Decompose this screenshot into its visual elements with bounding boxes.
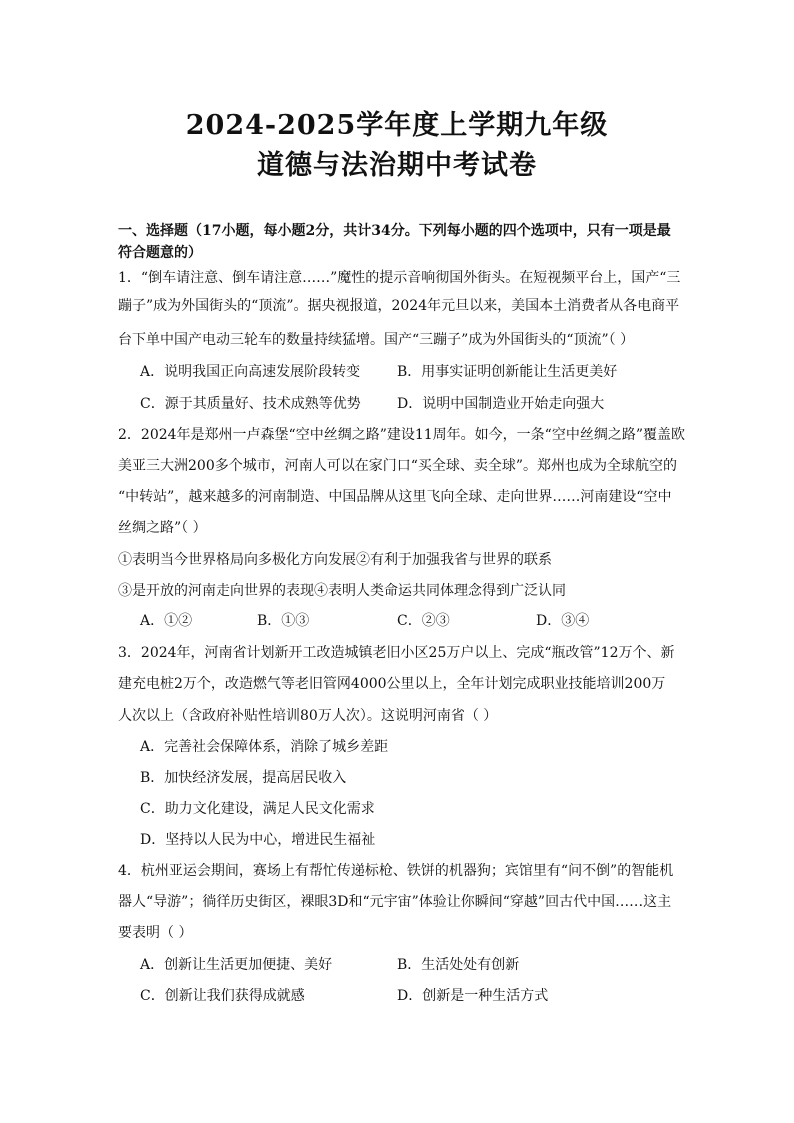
question-stem-line: 1．“倒车请注意、倒车请注意……”魔性的提示音响彻国外街头。在短视频平台上，国产“三 [118, 270, 681, 286]
option-c: C．源于其质量好、技术成熟等优势 [140, 396, 361, 412]
option-d: D．创新是一种生活方式 [397, 988, 549, 1004]
question-stem-line: 2．2024年是郑州一卢森堡“空中丝绸之路”建设11周年。如今，一条“空中丝绸之路”覆盖欧 [118, 427, 685, 443]
question-stem-line: 台下单中国产电动三轮车的数量持续猛增。国产“三蹦子”成为外国街头的“顶流”（ ） [118, 332, 635, 348]
option-b: B．用事实证明创新能让生活更美好 [397, 364, 618, 380]
question-stem-line: “中转站”，越来越多的河南制造、中国品牌从这里飞向全球、走向世界……河南建设“空中 [118, 489, 672, 505]
question-stem-line: 人次以上（含政府补贴性培训80万人次）。这说明河南省（ ） [118, 708, 498, 724]
question-stem-line: 4．杭州亚运会期间，赛场上有帮忙传递标枪、铁饼的机器狗；宾馆里有“问不倒”的智能机 [118, 863, 674, 879]
option-a: A．创新让生活更加便捷、美好 [140, 957, 333, 973]
option-a: A．说明我国正向高速发展阶段转变 [140, 364, 361, 380]
exam-title-line1: 2024-2025学年度上学期九年级 [185, 110, 609, 141]
option-d: D．③④ [536, 613, 590, 629]
option-b: B．生活处处有创新 [397, 957, 520, 973]
question-stem-line: 器人“导游”；徜徉历史街区，裸眼3D和“元宇宙”体验让你瞬间“穿越”回古代中国……这主 [118, 894, 672, 910]
option-b: B．加快经济发展，提高居民收入 [140, 770, 347, 786]
option-a: A．①② [140, 613, 193, 629]
question-stem-line: 丝绸之路”（ ） [118, 520, 207, 536]
question-stem-line: 3．2024年，河南省计划新开工改造城镇老旧小区25万户以上、完成“瓶改管”12万个、新 [118, 645, 675, 661]
question-stem-line: 建充电桩2万个，改造燃气等老旧管网4000公里以上，全年计划完成职业技能培训200万 [118, 676, 666, 692]
option-c: C．创新让我们获得成就感 [140, 988, 305, 1004]
option-d: D．坚持以人民为中心，增进民生福祉 [140, 832, 376, 848]
section-heading-cont: 符合题意的） [118, 245, 202, 261]
option-c: C．②③ [397, 613, 450, 629]
option-a: A．完善社会保障体系，消除了城乡差距 [140, 739, 389, 755]
option-b: B．①③ [257, 613, 310, 629]
question-stem-line: 美亚三大洲200多个城市，河南人可以在家门口“买全球、卖全球”。郑州也成为全球航空的 [118, 458, 678, 474]
section-heading: 一、选择题（17小题，每小题2分，共计34分。下列每小题的四个选项中，只有一项是最 [118, 223, 671, 239]
statement-line: ③是开放的河南走向世界的表现④表明人类命运共同体理念得到广泛认同 [118, 583, 566, 599]
option-d: D．说明中国制造业开始走向强大 [397, 396, 605, 412]
question-stem-line: 要表明（ ） [118, 925, 193, 941]
statement-line: ①表明当今世界格局向多极化方向发展②有利于加强我省与世界的联系 [118, 552, 552, 568]
option-c: C．助力文化建设，满足人民文化需求 [140, 801, 375, 817]
exam-title-line2: 道德与法治期中考试卷 [257, 150, 537, 181]
question-stem-line: 蹦子”成为外国街头的“顶流”。据央视报道，2024年元旦以来，美国本土消费者从各电商平 [118, 298, 680, 314]
